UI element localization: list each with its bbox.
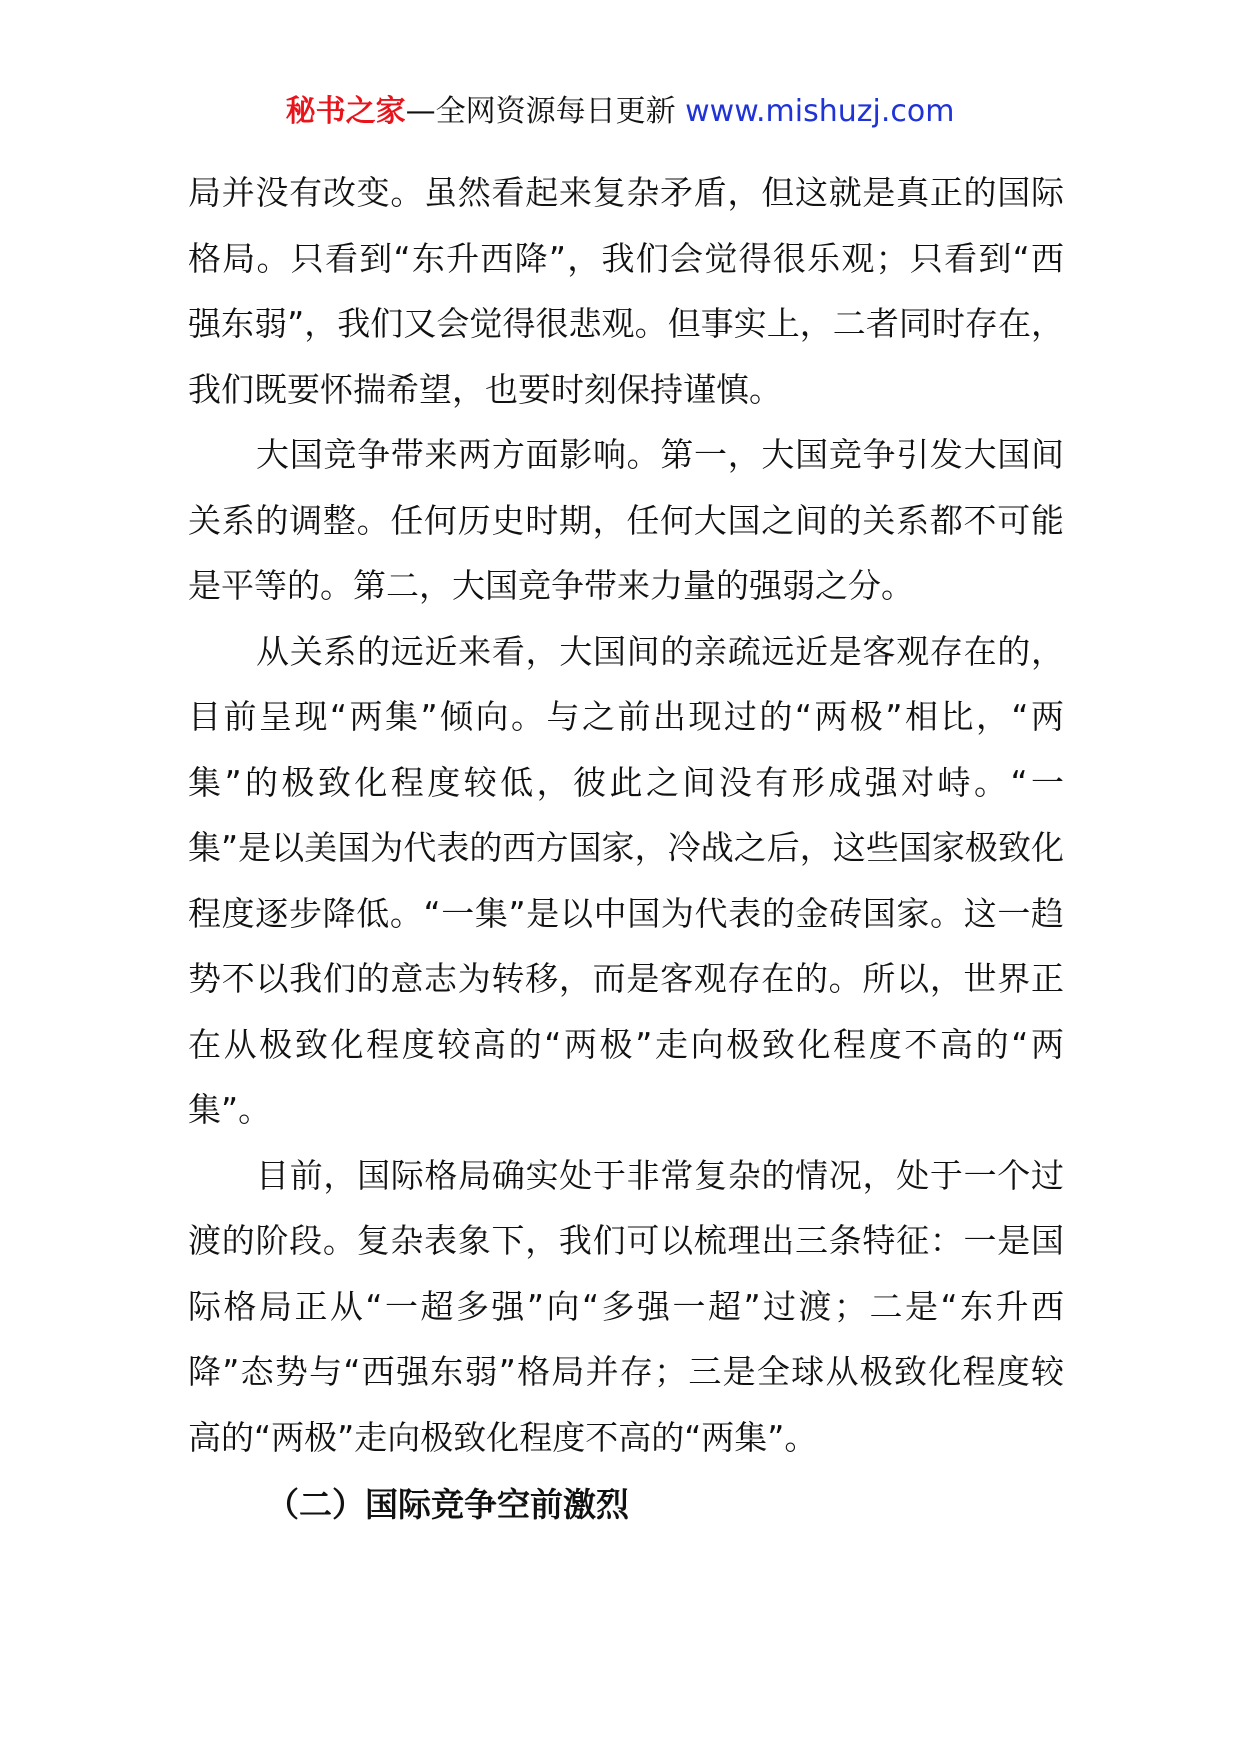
site-tagline: —全网资源每日更新 [405, 94, 686, 129]
site-header [0, 92, 1240, 132]
section-heading: （二）国际竞争空前激烈 [266, 1485, 629, 1524]
site-url-link[interactable]: www.mishuzj.com [685, 94, 955, 129]
paragraph-continued: 局并没有改变。虽然看起来复杂矛盾，但这就是真正的国际格局。只看到“东升西降”，我们会觉得很乐观；只看到“西强东弱”，我们又会觉得很悲观。但事实上，二者同时存在，我们既要怀揣希望，也要时刻保持谨慎。 [188, 173, 1064, 409]
document-body [188, 160, 1064, 1538]
paragraph-two-blocs: 从关系的远近来看，大国间的亲疏远近是客观存在的，目前呈现“两集”倾向。与之前出现过的“两极”相比，“两集”的极致化程度较低，彼此之间没有形成强对峙。“一集”是以美国为代表的西方国家，冷战之后，这些国家极致化程度逐步降低。“一集”是以中国为代表的金砖国家。这一趋势不以我们的意志为转移，而是客观存在的。所以，世界正在从极致化程度较高的“两极”走向极致化程度不高的“两集”。 [188, 631, 1064, 1129]
paragraph-three-features: 目前，国际格局确实处于非常复杂的情况，处于一个过渡的阶段。复杂表象下，我们可以梳理出三条特征：一是国际格局正从“一超多强”向“多强一超”过渡；二是“东升西降”态势与“西强东弱”格局并存；三是全球从极致化程度较高的“两极”走向极致化程度不高的“两集”。 [188, 1155, 1064, 1457]
site-brand: 秘书之家 [285, 94, 406, 129]
paragraph-great-power-competition: 大国竞争带来两方面影响。第一，大国竞争引发大国间关系的调整。任何历史时期，任何大国之间的关系都不可能是平等的。第二，大国竞争带来力量的强弱之分。 [188, 435, 1064, 605]
